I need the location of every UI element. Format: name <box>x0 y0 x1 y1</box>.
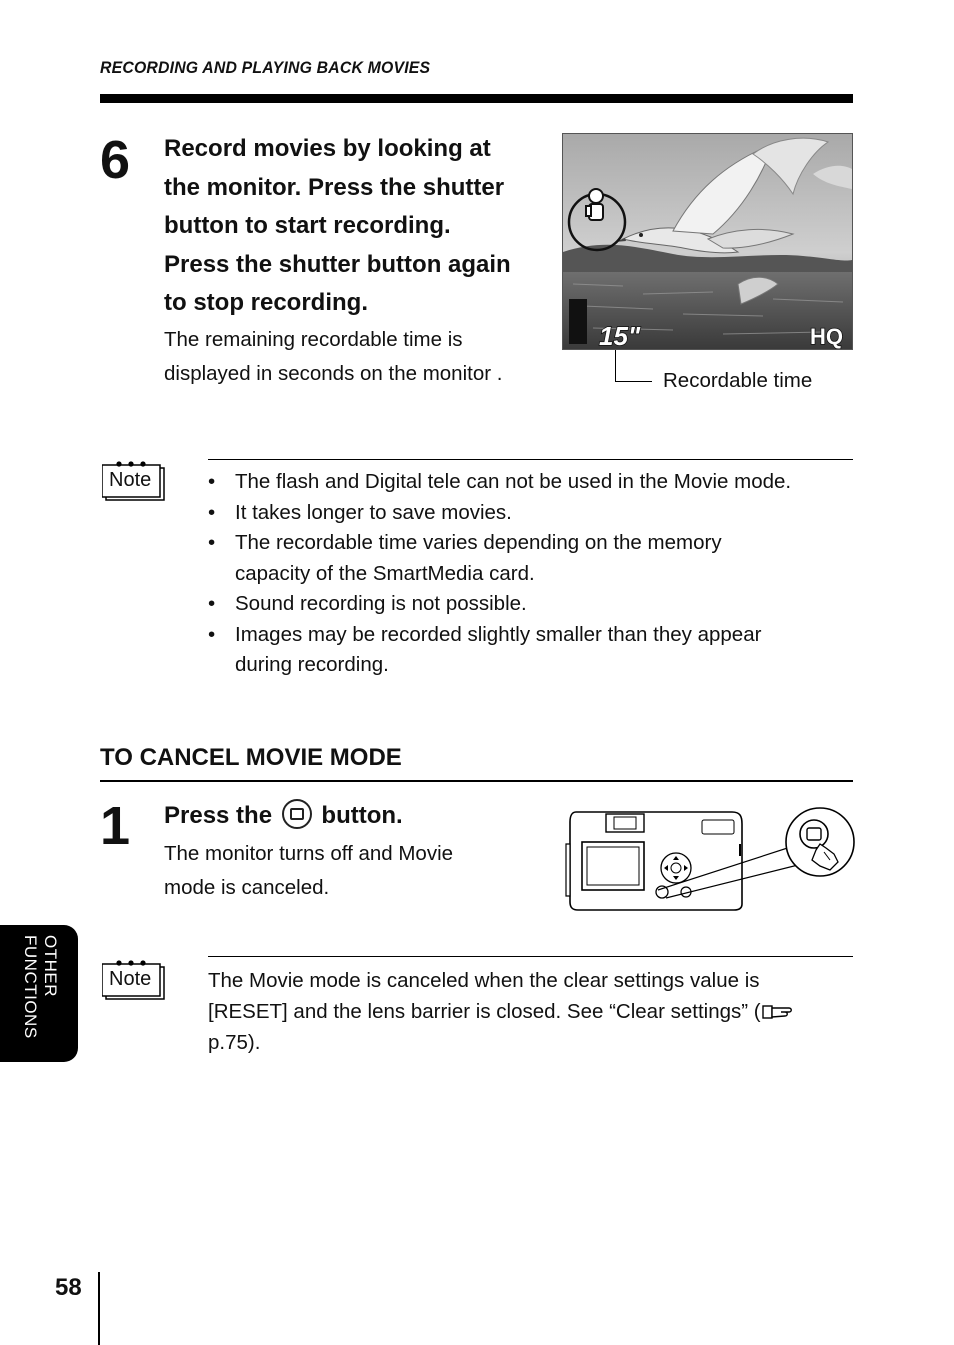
note-icon-label: Note <box>109 968 152 990</box>
recordable-time-readout: 15" <box>599 321 641 349</box>
step6-title <box>164 130 511 323</box>
step6-title-line: Press the shutter button again <box>164 250 511 278</box>
step6-body-line: The remaining recordable time is <box>164 328 463 351</box>
note2-line-with-ref <box>208 996 853 1027</box>
note-icon-label: Note <box>109 469 152 491</box>
camera-back-illustration <box>562 804 856 914</box>
list-item: • Sound recording is not possible. <box>208 589 848 620</box>
step1-body-line: mode is canceled. <box>164 875 330 899</box>
note2-text <box>208 965 853 1058</box>
step-number-1: 1 <box>100 796 131 856</box>
step1-title-before: Press the <box>164 802 273 829</box>
step6-body <box>164 323 502 390</box>
step6-body-line: displayed in seconds on the monitor . <box>164 361 503 385</box>
note-icon <box>102 959 164 997</box>
callout-line <box>615 381 652 382</box>
step-number-6: 6 <box>100 130 131 190</box>
quality-indicator: HQ <box>810 324 843 349</box>
note-icon <box>102 460 164 498</box>
list-item: • It takes longer to save movies. <box>208 498 848 529</box>
side-tab-line: OTHER <box>41 935 60 997</box>
step1-body-line: The monitor turns off and Movie <box>164 842 454 865</box>
note2-line: p.75). <box>208 1031 261 1054</box>
step1-title <box>164 797 403 836</box>
header-rule <box>100 94 853 103</box>
note1-list <box>208 467 848 681</box>
page-number-rule <box>98 1272 100 1345</box>
page-number: 58 <box>55 1274 82 1301</box>
section-side-tab <box>0 925 78 1062</box>
monitor-photo <box>562 133 853 350</box>
callout-label: Recordable time <box>663 369 813 392</box>
section-title: TO CANCEL MOVIE MODE <box>100 744 402 771</box>
step6-title-line: Record movies by looking at <box>164 135 491 162</box>
section-rule <box>100 780 853 782</box>
pointing-hand-icon <box>761 1000 795 1022</box>
note2-line: The Movie mode is canceled when the clear settings value is <box>208 969 760 992</box>
step6-title-line: to stop recording. <box>164 289 368 316</box>
list-item: • The recordable time varies depending on the memory capacity of the SmartMedia card. <box>208 528 848 589</box>
step1-title-after: button. <box>321 802 403 829</box>
side-tab-line: FUNCTIONS <box>21 935 40 1039</box>
note2-line: [RESET] and the lens barrier is closed. See “Clear settings” ( <box>208 1000 761 1023</box>
step6-title-line: the monitor. Press the shutter <box>164 173 505 201</box>
side-tab-label <box>20 935 60 1039</box>
step6-title-line: button to start recording. <box>164 212 451 239</box>
note1-rule <box>208 459 853 460</box>
list-item: • The flash and Digital tele can not be used in the Movie mode. <box>208 467 848 498</box>
running-head: RECORDING AND PLAYING BACK MOVIES <box>100 58 431 77</box>
step1-body <box>164 837 453 904</box>
list-item: • Images may be recorded slightly smaller than they appear during recording. <box>208 620 848 681</box>
monitor-button-icon <box>282 799 312 829</box>
note2-rule <box>208 956 853 957</box>
callout-line <box>615 350 616 381</box>
seagull-scene-illustration <box>563 134 852 349</box>
